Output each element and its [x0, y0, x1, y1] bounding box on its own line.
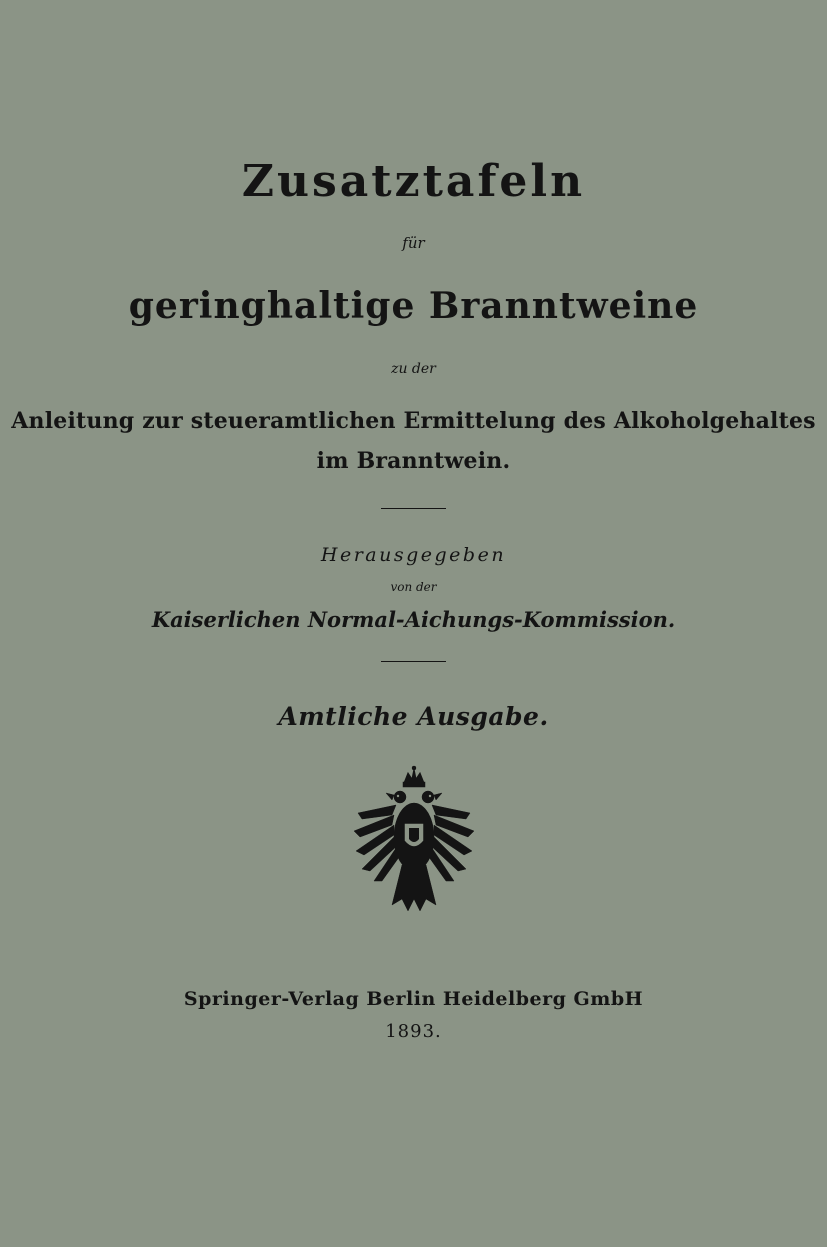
edition-label: Amtliche Ausgabe. — [278, 702, 549, 731]
publisher-name: Springer-Verlag Berlin Heidelberg GmbH — [183, 988, 644, 1010]
divider-rule — [381, 508, 446, 509]
publication-year: 1893. — [385, 1021, 442, 1042]
book-subtitle: geringhaltige Branntweine — [128, 285, 699, 327]
editor-label: Herausgegeben — [320, 544, 507, 566]
imperial-eagle-icon — [352, 765, 476, 913]
divider-rule — [381, 661, 446, 662]
description-line-1: Anleitung zur steueramtlichen Ermittelung des Alkoholgehaltes — [11, 408, 816, 434]
description-line-2: im Branntwein. — [316, 448, 511, 474]
book-title: Zusatztafeln — [241, 156, 586, 207]
fuer-connector: für — [402, 234, 425, 252]
von-der-connector: von der — [390, 580, 437, 594]
zu-der-connector: zu der — [391, 361, 436, 377]
editor-name: Kaiserlichen Normal-Aichungs-Kommission. — [151, 607, 676, 632]
